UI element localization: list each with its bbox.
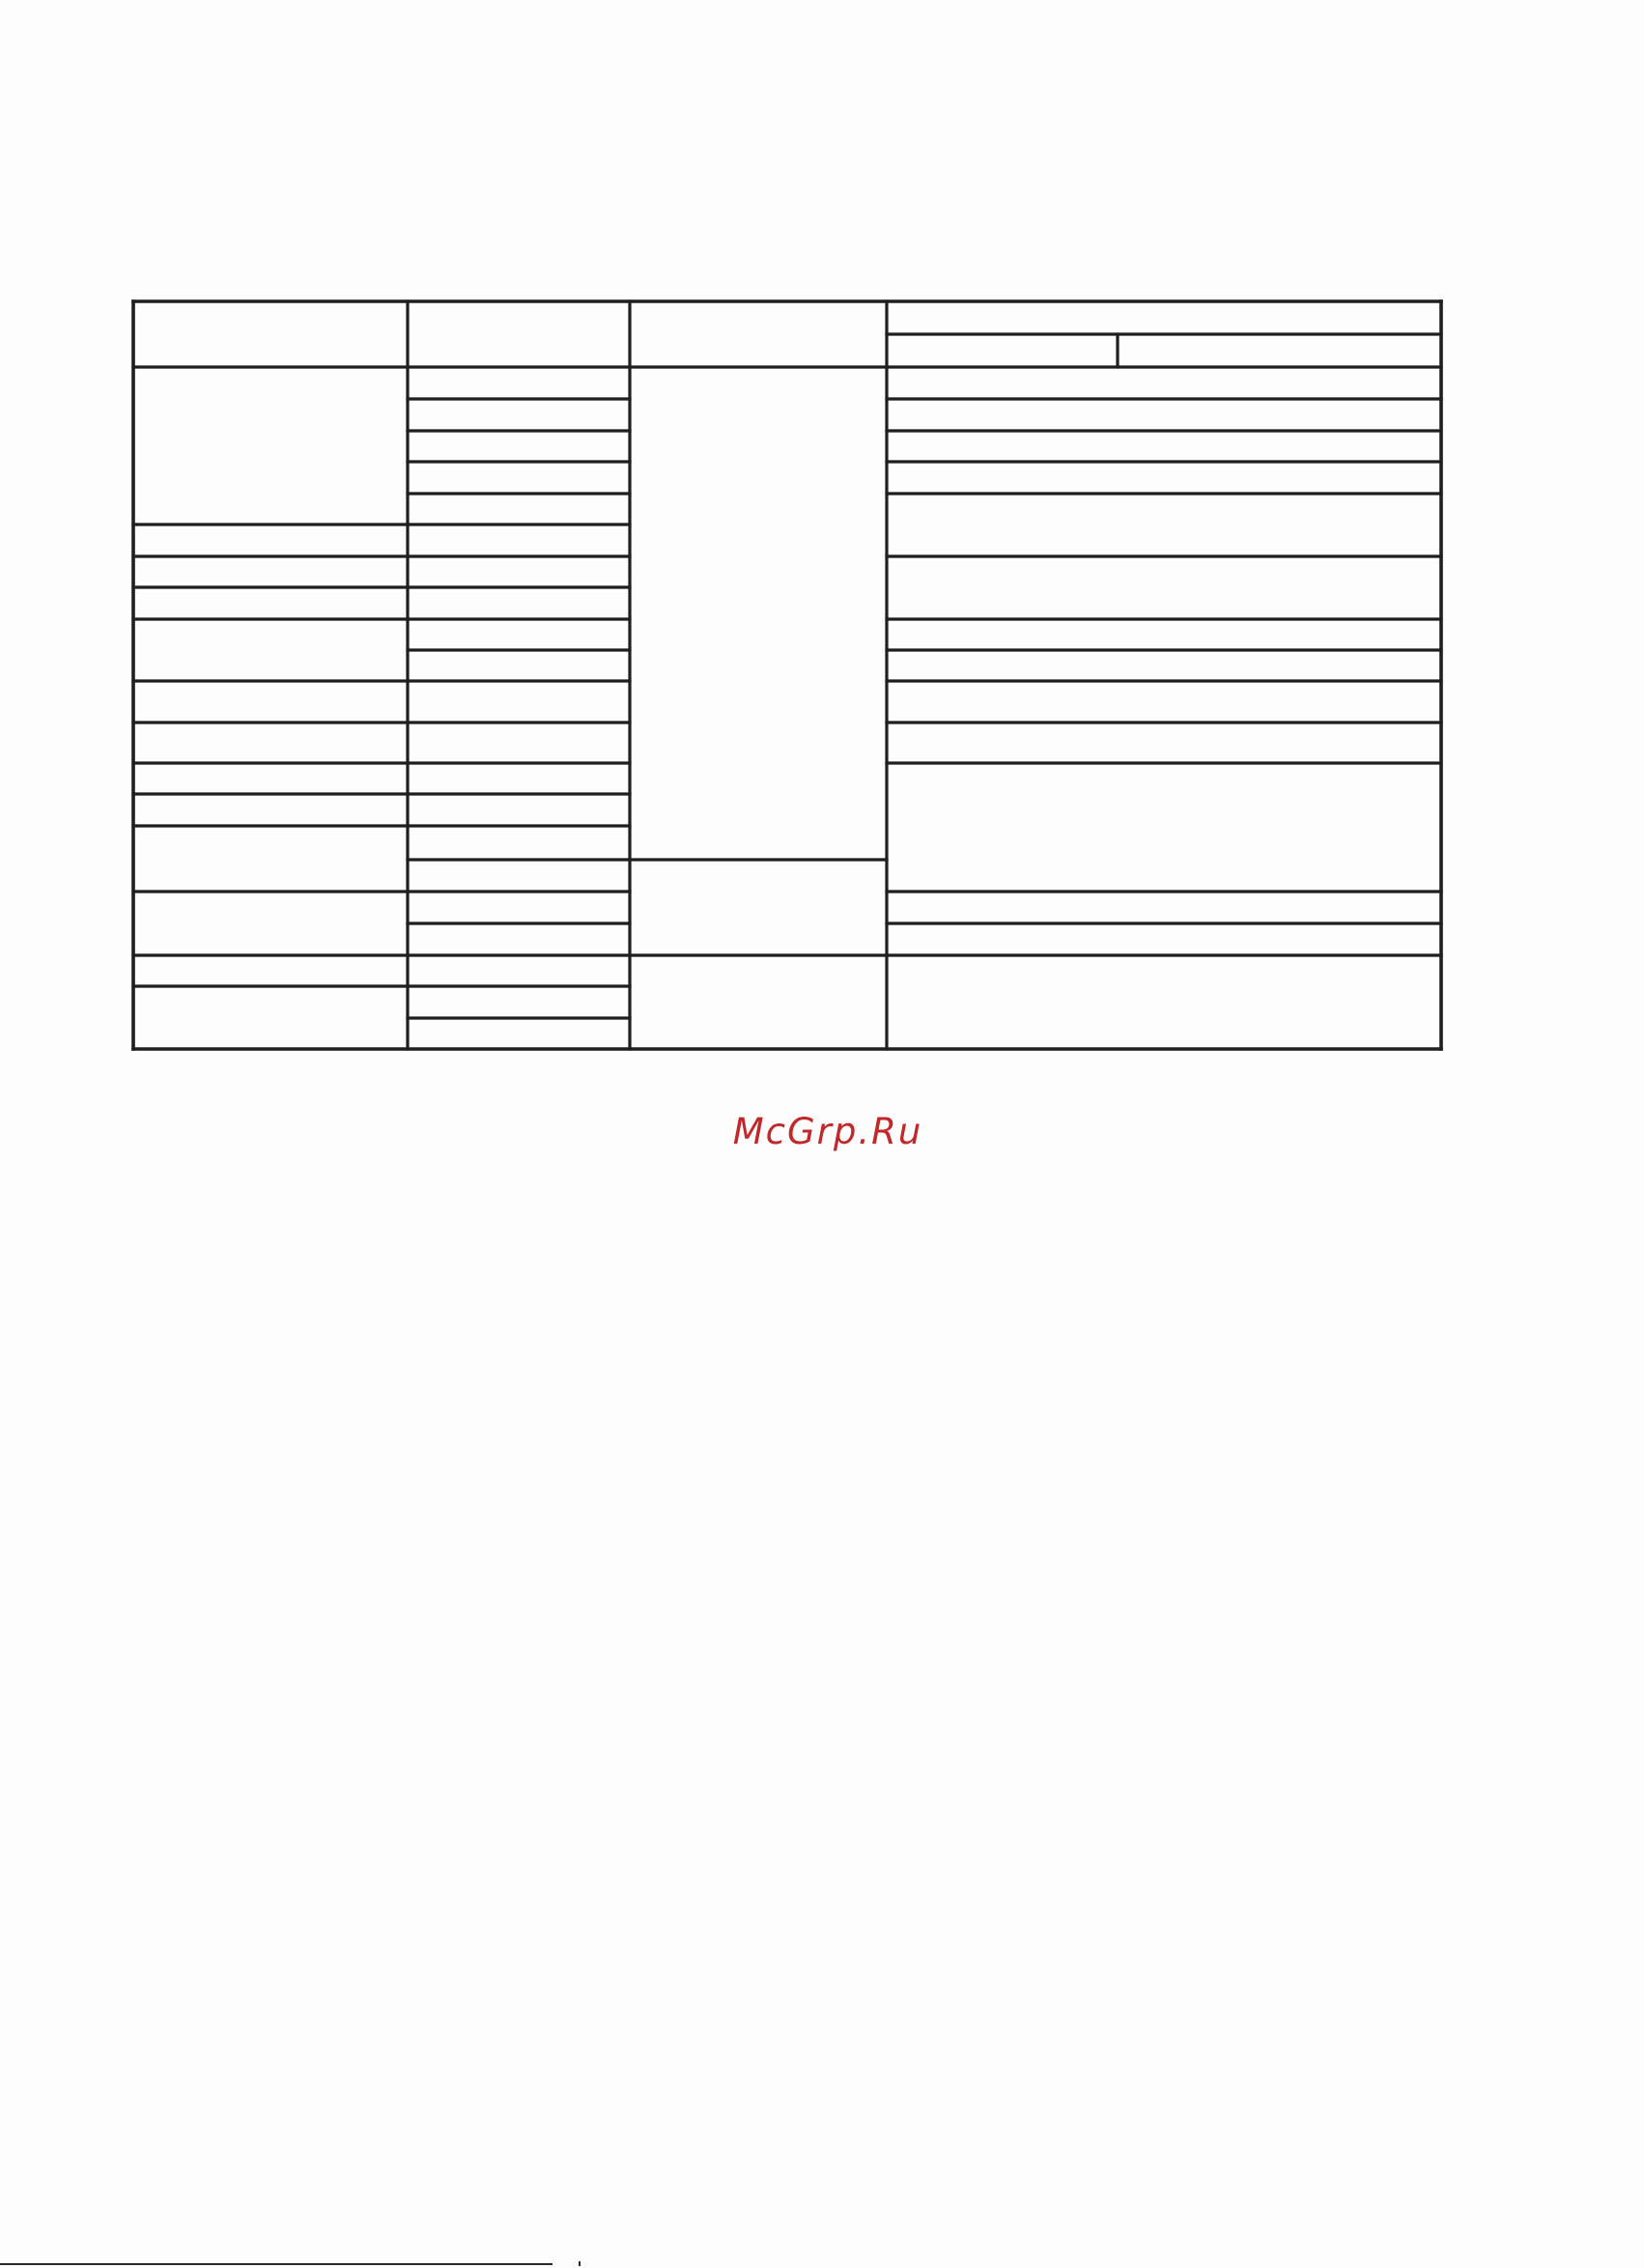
watermark-text: McGrp.Ru (732, 1111, 923, 1152)
footer-rule (0, 2263, 553, 2265)
footer-tick (579, 2261, 581, 2266)
